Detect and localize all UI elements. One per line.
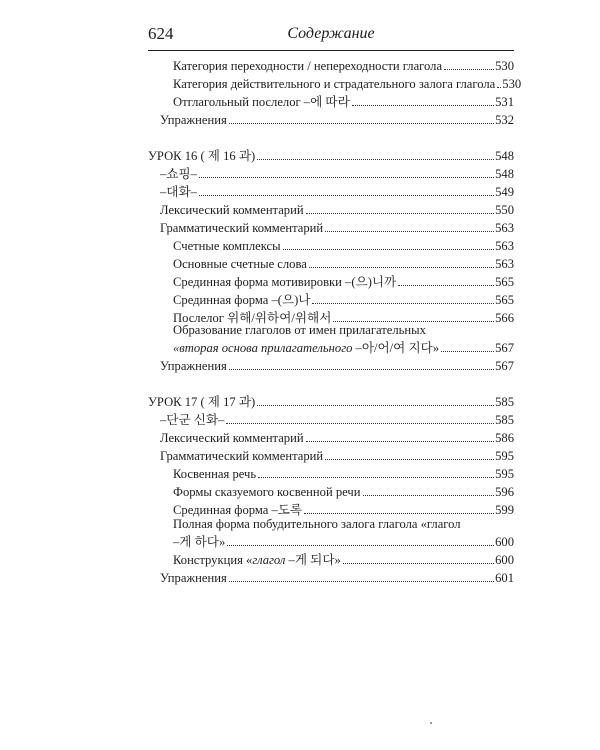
toc-entry-page: 601	[495, 571, 514, 585]
toc-entry-title: Счетные комплексы	[173, 239, 281, 253]
toc-lesson-heading[interactable]	[148, 145, 514, 163]
dot-leader	[257, 159, 494, 160]
dot-leader	[304, 513, 494, 514]
toc-entry-italic: «вторая основа прилагательного	[173, 341, 353, 355]
toc-entry[interactable]	[160, 163, 514, 181]
toc-entry-page: 600	[495, 535, 514, 549]
toc-entry-title: Срединная форма мотивировки –(으)니까	[173, 275, 397, 289]
toc-entry[interactable]	[173, 463, 514, 481]
toc-entry[interactable]	[173, 289, 514, 307]
toc-entry-page: 567	[495, 341, 514, 355]
toc-entry-page: 566	[495, 311, 514, 325]
running-title: Содержание	[287, 25, 375, 42]
toc-entry-title: Основные счетные слова	[173, 257, 307, 271]
toc-entry-page: 599	[495, 503, 514, 517]
dot-leader	[325, 231, 494, 232]
dot-leader	[229, 581, 494, 582]
page-header	[148, 24, 514, 51]
dot-leader	[229, 369, 494, 370]
toc-entry-page: 549	[495, 185, 514, 199]
dot-leader	[229, 123, 494, 124]
dot-leader	[283, 249, 495, 250]
toc-entry-page: 563	[495, 257, 514, 271]
toc-entry[interactable]	[160, 445, 514, 463]
dot-leader	[306, 441, 495, 442]
toc-entry-page: 563	[495, 221, 514, 235]
toc-entry[interactable]	[173, 499, 514, 517]
toc-entry-title-line1: Полная форма побудительного залога глагола «глагол	[173, 517, 461, 531]
print-speck	[430, 722, 432, 724]
dot-leader	[325, 459, 494, 460]
dot-leader	[333, 321, 494, 322]
toc-entry-page: 530	[495, 59, 514, 73]
toc-entry-title	[173, 553, 341, 567]
toc-entry-page: 565	[495, 293, 514, 307]
toc-entry-italic: глагол	[252, 553, 286, 567]
toc-entry-title-line1: Образование глаголов от имен прилагательных	[173, 323, 426, 337]
toc-entry[interactable]	[160, 217, 514, 235]
toc-entry-page: 567	[495, 359, 514, 373]
dot-leader	[363, 495, 495, 496]
toc-entry-title: Формы сказуемого косвенной речи	[173, 485, 361, 499]
dot-leader	[444, 69, 494, 70]
dot-leader	[441, 351, 494, 352]
toc-entry[interactable]	[173, 549, 514, 567]
toc-entry-title: Лексический комментарий	[160, 203, 304, 217]
toc-entry-title: УРОК 17 ( 제 17 과)	[148, 395, 256, 409]
toc-entry-title: Упражнения	[160, 571, 227, 585]
toc-entry-page: 586	[495, 431, 514, 445]
toc-entry[interactable]	[160, 427, 514, 445]
dot-leader	[257, 405, 494, 406]
toc-lesson-heading[interactable]	[148, 391, 514, 409]
toc-entry-title: –게 하다»	[173, 535, 226, 549]
toc-entry[interactable]	[173, 91, 514, 109]
toc-entry[interactable]	[173, 531, 514, 549]
toc-entry-page: 565	[495, 275, 514, 289]
toc-entry[interactable]	[173, 271, 514, 289]
dot-leader	[258, 477, 494, 478]
toc-entry-title: Категория действительного и страдательного залога глагола	[173, 77, 496, 91]
toc-entry-title: Упражнения	[160, 359, 227, 373]
toc-entry[interactable]	[160, 409, 514, 427]
toc-entry-title: Срединная форма –(으)나	[173, 293, 311, 307]
toc-entry-suffix: –게 되다»	[285, 553, 341, 567]
toc-entry[interactable]	[173, 481, 514, 499]
toc-entry[interactable]	[173, 337, 514, 355]
toc-entry[interactable]	[160, 181, 514, 199]
toc-entry-page: 585	[495, 395, 514, 409]
toc-entry-page: 595	[495, 467, 514, 481]
dot-leader	[309, 267, 494, 268]
dot-leader	[226, 423, 494, 424]
toc-entry[interactable]	[173, 73, 522, 91]
toc-entry-page: 548	[495, 149, 514, 163]
toc-entry-prefix: Конструкция «	[173, 553, 253, 567]
toc-entry[interactable]	[160, 199, 514, 217]
toc-entry-title: Грамматический комментарий	[160, 449, 324, 463]
toc-entry-title	[173, 341, 439, 355]
toc-entry-page: 548	[495, 167, 514, 181]
toc-entry-title: Категория переходности / непереходности глагола	[173, 59, 443, 73]
toc-entry[interactable]	[173, 55, 514, 73]
toc-entry-title: –단군 신화–	[160, 413, 225, 427]
toc-entry-title: Косвенная речь	[173, 467, 257, 481]
toc-entry-title: Лексический комментарий	[160, 431, 304, 445]
toc-entry-page: 531	[495, 95, 514, 109]
dot-leader	[227, 545, 494, 546]
toc-entry-title: Срединная форма –도록	[173, 503, 303, 517]
toc-entry-page: 596	[495, 485, 514, 499]
toc-entry-title: Упражнения	[160, 113, 227, 127]
toc-entry-title: УРОК 16 ( 제 16 과)	[148, 149, 256, 163]
dot-leader	[398, 285, 494, 286]
toc-entry-title: –대화–	[160, 185, 197, 199]
toc-entry[interactable]	[173, 253, 514, 271]
toc-entry-page: 600	[495, 553, 514, 567]
toc-entry-page: 585	[495, 413, 514, 427]
toc-entry-title: Отглагольный послелог –에 따라	[173, 95, 350, 109]
toc-entry-title: Послелог 위해/위하여/위해서	[173, 311, 332, 325]
toc-entry[interactable]	[173, 235, 514, 253]
dot-leader	[306, 213, 495, 214]
toc-entry-page: 595	[495, 449, 514, 463]
toc-entry[interactable]	[160, 567, 514, 585]
dot-leader	[497, 87, 501, 88]
toc-entry-title: –쇼핑–	[160, 167, 197, 181]
dot-leader	[352, 105, 494, 106]
dot-leader	[312, 303, 494, 304]
toc-entry-page: 530	[502, 77, 522, 91]
toc-entry-title: Грамматический комментарий	[160, 221, 324, 235]
toc-entry-page: 532	[495, 113, 514, 127]
dot-leader	[199, 195, 494, 196]
toc-entry[interactable]	[160, 109, 514, 127]
toc-entry-page: 563	[495, 239, 514, 253]
toc-entry[interactable]	[160, 355, 514, 373]
page-number: 624	[148, 24, 174, 43]
toc-entry-korean: –아/어/여 지다»	[352, 341, 440, 355]
dot-leader	[343, 563, 494, 564]
toc-entry-page: 550	[495, 203, 514, 217]
dot-leader	[199, 177, 494, 178]
